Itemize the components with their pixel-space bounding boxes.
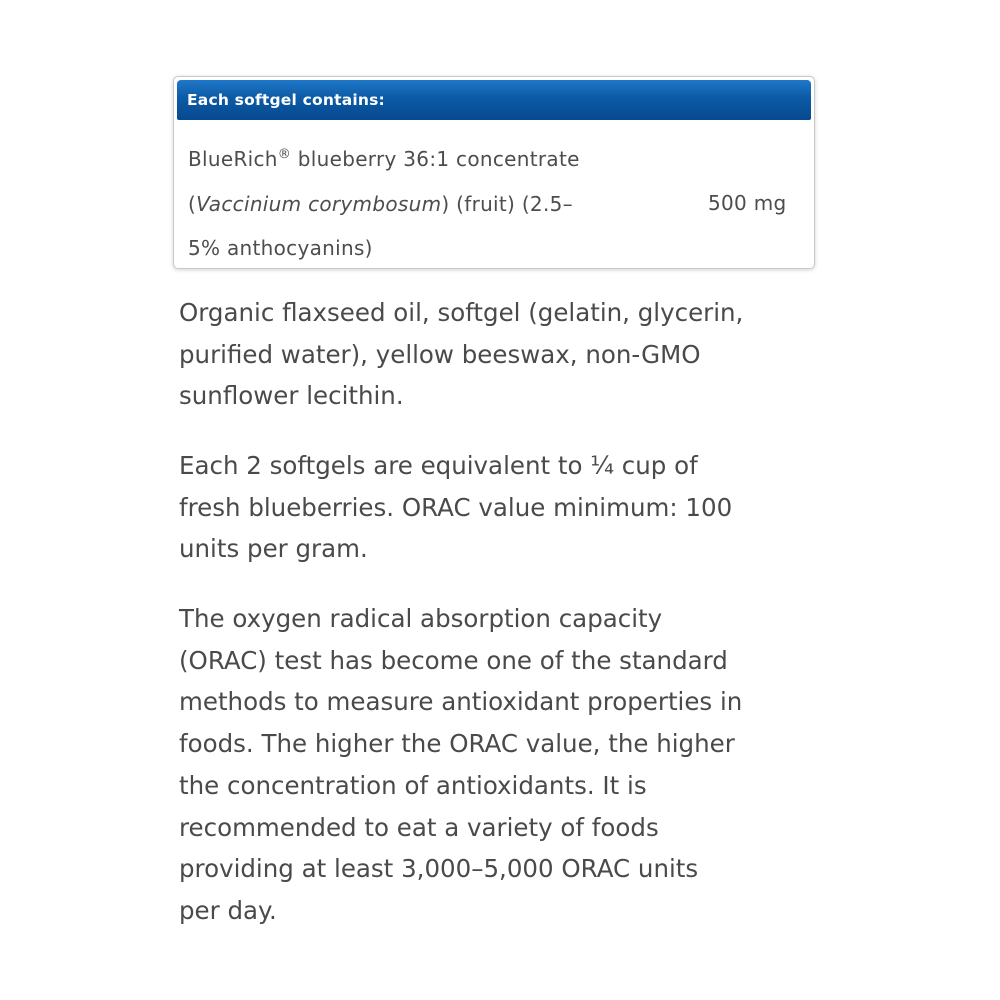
equivalence-text — [179, 445, 839, 570]
ingredient-name-line-3: 5% anthocyanins) — [188, 236, 373, 260]
text-line: (ORAC) test has become one of the standard — [179, 645, 728, 675]
ingredient-desc: blueberry 36:1 concentrate — [291, 147, 580, 171]
text-line: recommended to eat a variety of foods — [179, 812, 659, 842]
text-line: Each 2 softgels are equivalent to ¼ cup of — [179, 451, 698, 480]
text-line: per day. — [179, 895, 277, 925]
text-line: providing at least 3,000–5,000 ORAC units — [179, 854, 699, 884]
other-ingredients-text — [179, 292, 839, 417]
latin-name: Vaccinium corymbosum — [196, 191, 442, 216]
ingredient-amount: 500 mg — [708, 191, 787, 215]
supplement-facts-panel — [173, 76, 815, 269]
panel-header-title: Each softgel contains: — [187, 91, 385, 109]
text-line: Organic flaxseed oil, softgel (gelatin, glycerin, — [179, 298, 744, 327]
ingredient-name-line-2 — [188, 182, 668, 227]
panel-header — [177, 80, 811, 120]
text-line: the concentration of antioxidants. It is — [179, 770, 647, 800]
paren-open: ( — [188, 191, 197, 216]
text-line: foods. The higher the ORAC value, the higher — [179, 729, 735, 759]
text-line: methods to measure antioxidant properties in — [179, 687, 743, 717]
text-line: The oxygen radical absorption capacity — [179, 604, 663, 633]
text-line: sunflower lecithin. — [179, 381, 404, 411]
text-line: purified water), yellow beeswax, non-GMO — [179, 339, 701, 369]
ingredient-name-line-1 — [188, 137, 668, 182]
ingredient-brand: BlueRich — [188, 147, 278, 171]
text-line: fresh blueberries. ORAC value minimum: 100 — [179, 492, 733, 522]
ingredient-part: ) (fruit) (2.5– — [441, 191, 573, 216]
text-line: units per gram. — [179, 534, 368, 564]
registered-mark: ® — [277, 147, 292, 162]
ingredient-name — [188, 137, 668, 271]
orac-info-text — [179, 598, 839, 932]
